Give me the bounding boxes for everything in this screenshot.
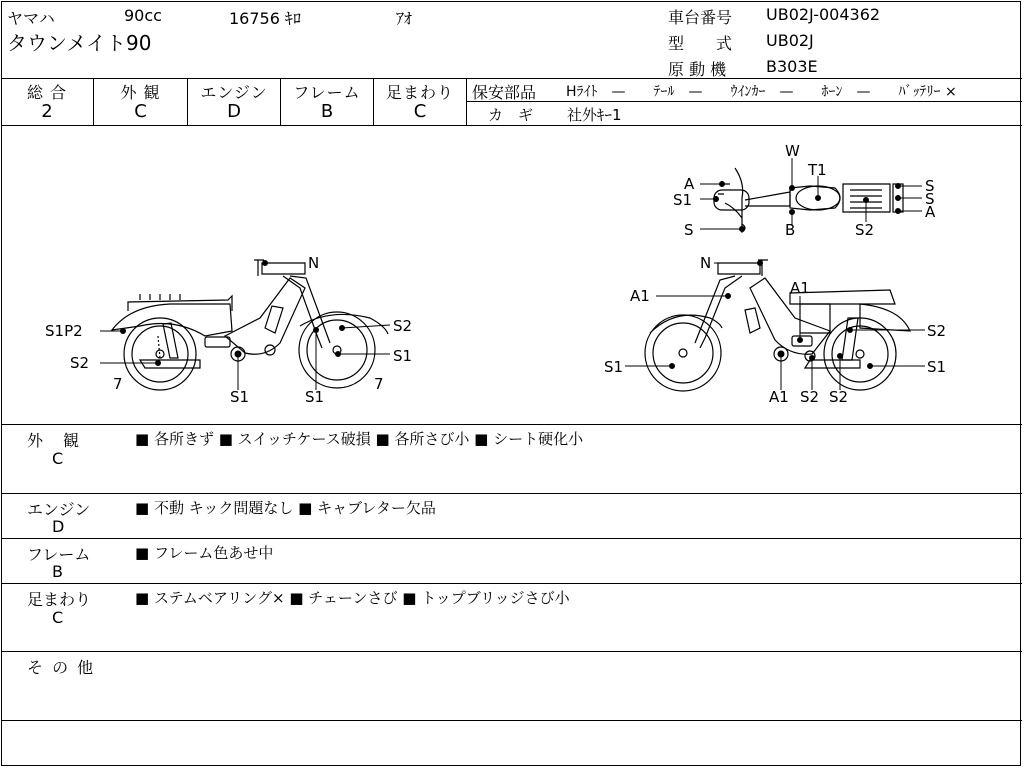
grade-value-overall: 2 xyxy=(41,101,53,122)
diagram-label: N xyxy=(700,254,712,272)
diagram-label: W xyxy=(785,142,800,160)
divider xyxy=(1,583,1022,584)
diagram-label: S2 xyxy=(393,317,413,335)
diagram-label: S1 xyxy=(230,388,250,406)
grade-label-suspension: 足まわり xyxy=(385,83,454,102)
grade-value-exterior: C xyxy=(134,101,147,122)
grade-label-exterior: 外 観 xyxy=(120,83,161,102)
section-title-suspension: 足まわり xyxy=(27,590,92,609)
damage-diagram xyxy=(0,128,1024,424)
frame-number: UB02J-004362 xyxy=(766,5,881,24)
body-color: ｱｵ xyxy=(396,9,413,28)
diagram-label: A1 xyxy=(769,388,789,406)
grade-value-frame: B xyxy=(320,101,334,122)
diagram-label: A xyxy=(925,203,936,221)
diagram-label: T1 xyxy=(808,161,827,179)
section-title-other: そ の 他 xyxy=(27,658,96,677)
grade-value-engine: D xyxy=(227,101,241,122)
section-notes-engine: ■ 不動 キック問題なし ■ キャブレター欠品 xyxy=(135,499,436,517)
key-value: 社外ｷｰ1 xyxy=(567,106,622,124)
mileage: 16756 ｷﾛ xyxy=(229,9,301,28)
diagram-label: S2 xyxy=(70,354,90,372)
left-side-bike-drawing xyxy=(112,260,388,390)
diagram-label: S xyxy=(925,177,935,195)
model-name: タウンメイト90 xyxy=(7,31,152,55)
section-title-engine: エンジン xyxy=(27,500,91,519)
section-title-exterior: 外 観 xyxy=(27,431,82,450)
key-label: カ ギ xyxy=(488,106,534,124)
diagram-label: 7 xyxy=(113,375,123,393)
grade-label-frame: フレーム xyxy=(293,83,361,102)
diagram-label: S xyxy=(684,221,694,239)
diagram-label: S2 xyxy=(829,388,849,406)
safety-items: Hﾗｲﾄ — ﾃｰﾙ — ｳｲﾝｶｰ — ﾎｰﾝ — ﾊﾞｯﾃﾘｰ × xyxy=(566,84,957,100)
diagram-label: S1 xyxy=(393,347,413,365)
divider xyxy=(1,493,1022,494)
diagram-label: S xyxy=(925,190,935,208)
divider xyxy=(1,78,1022,79)
divider xyxy=(1,125,1022,126)
diagram-label: S1 xyxy=(604,358,624,376)
section-grade-frame: B xyxy=(52,562,63,581)
safety-label: 保安部品 xyxy=(472,83,537,102)
diagram-label: S1 xyxy=(927,358,947,376)
divider xyxy=(466,101,1022,102)
grade-label-engine: エンジン xyxy=(200,83,268,102)
diagram-label: S1 xyxy=(305,388,325,406)
diagram-label: S1P2 xyxy=(45,322,83,340)
section-grade-suspension: C xyxy=(52,608,64,627)
divider xyxy=(1,720,1022,721)
diagram-label: S1 xyxy=(673,191,693,209)
maker: ヤマハ xyxy=(7,9,55,28)
section-notes-frame: ■ フレーム色あせ中 xyxy=(135,544,274,562)
right-side-bike-drawing xyxy=(645,260,910,391)
grade-value-suspension: C xyxy=(413,101,427,122)
divider xyxy=(1,538,1022,539)
grade-label-overall: 総 合 xyxy=(26,83,68,102)
diagram-label: 7 xyxy=(374,375,384,393)
divider xyxy=(1,651,1022,652)
diagram-label: B xyxy=(785,221,796,239)
section-grade-engine: D xyxy=(52,517,65,536)
diagram-label: A xyxy=(684,175,695,193)
diagram-label: N xyxy=(308,254,320,272)
engine-label: 原 動 機 xyxy=(668,60,727,79)
diagram-label: S2 xyxy=(927,322,947,340)
section-notes-exterior: ■ 各所きず ■ スイッチケース破損 ■ 各所さび小 ■ シート硬化小 xyxy=(135,430,584,448)
divider xyxy=(1,424,1022,425)
section-notes-suspension: ■ ステムベアリング× ■ チェーンさび ■ トップブリッジさび小 xyxy=(135,589,570,607)
section-grade-exterior: C xyxy=(52,449,64,468)
type-value: UB02J xyxy=(766,31,814,50)
displacement: 90cc xyxy=(124,6,162,25)
diagram-label: A1 xyxy=(790,279,810,297)
frame-number-label: 車台番号 xyxy=(668,8,733,27)
engine-value: B303E xyxy=(766,57,818,76)
diagram-label: A1 xyxy=(630,287,650,305)
type-label: 型 式 xyxy=(668,34,733,53)
section-title-frame: フレーム xyxy=(27,545,91,564)
diagram-label: S2 xyxy=(800,388,820,406)
diagram-label: S2 xyxy=(855,221,875,239)
